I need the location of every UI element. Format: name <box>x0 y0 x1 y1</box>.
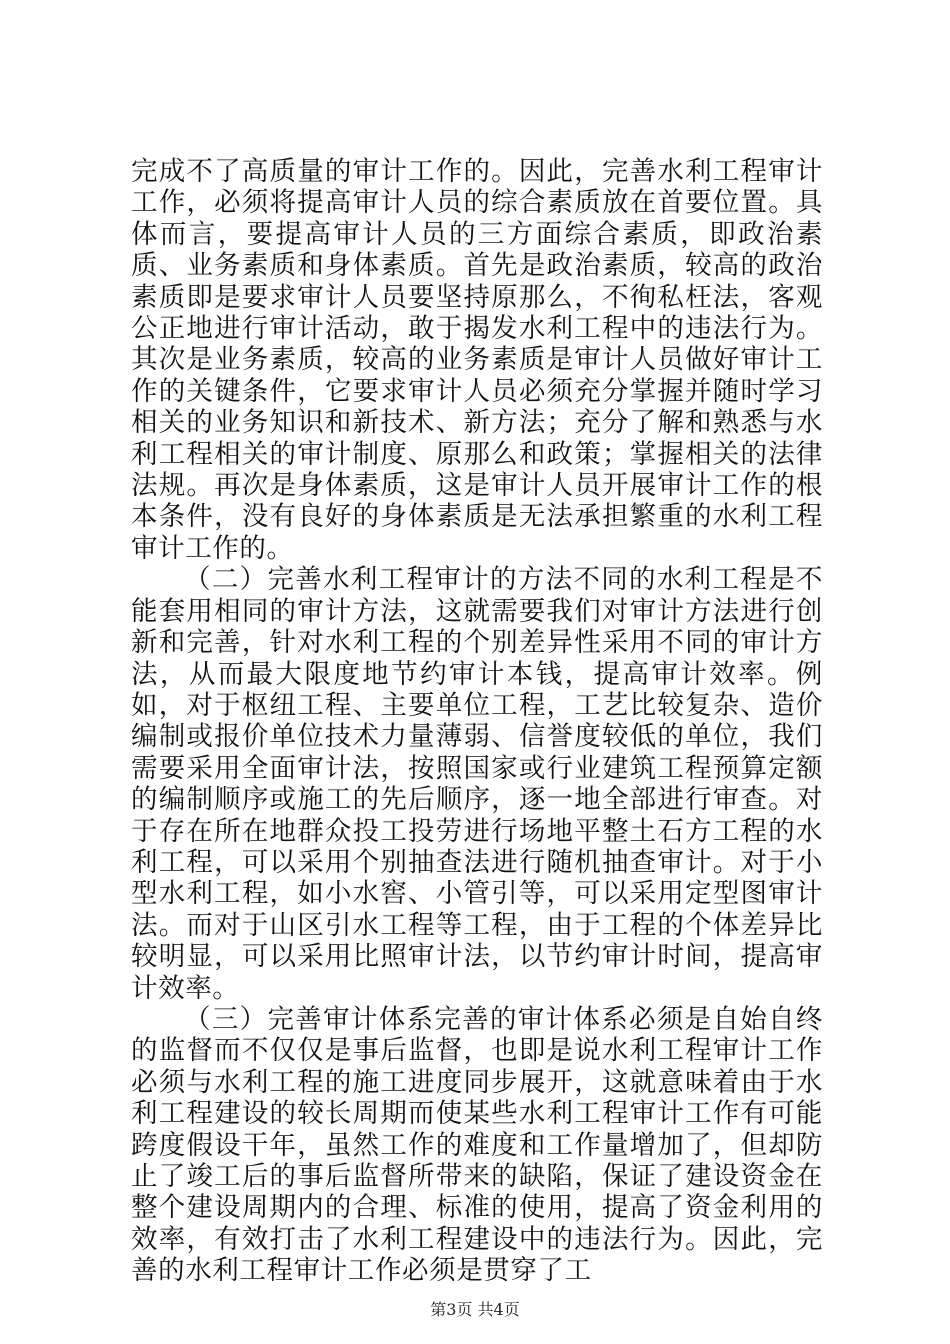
paragraph-3: （三）完善审计体系完善的审计体系必须是自始自终的监督而不仅仅是事后监督，也即是说水利工程审计工作必须与水利工程的施工进度同步展开，这就意味着由于水利工程建设的较长周期而使某些水利工程审计工作有可能跨度假设干年，虽然工作的难度和工作量增加了，但却防止了竣工后的事后监督所带来的缺陷，保证了建设资金在整个建设周期内的合理、标准的使用，提高了资金利用的效率，有效打击了水利工程建设中的违法行为。因此，完善的水利工程审计工作必须是贯穿了工 <box>131 1003 823 1287</box>
document-body <box>131 156 823 1287</box>
paragraph-2: （二）完善水利工程审计的方法不同的水利工程是不能套用相同的审计方法，这就需要我们对审计方法进行创新和完善，针对水利工程的个别差异性采用不同的审计方法，从而最大限度地节约审计本钱，提高审计效率。例如，对于枢纽工程、主要单位工程，工艺比较复杂、造价编制或报价单位技术力量薄弱、信誉度较低的单位，我们需要采用全面审计法，按照国家或行业建筑工程预算定额的编制顺序或施工的先后顺序，逐一地全部进行审查。对于存在所在地群众投工投劳进行场地平整土石方工程的水利工程，可以采用个别抽查法进行随机抽查审计。对于小型水利工程，如小水窖、小管引等，可以采用定型图审计法。而对于山区引水工程等工程，由于工程的个体差异比较明显，可以采用比照审计法，以节约审计时间，提高审计效率。 <box>131 564 823 1004</box>
page-footer: 第3页 共4页 <box>430 1300 520 1319</box>
paragraph-1: 完成不了高质量的审计工作的。因此，完善水利工程审计工作，必须将提高审计人员的综合素质放在首要位置。具体而言，要提高审计人员的三方面综合素质，即政治素质、业务素质和身体素质。首先是政治素质，较高的政治素质即是要求审计人员要坚持原那么，不徇私枉法，客观公正地进行审计活动，敢于揭发水利工程中的违法行为。其次是业务素质，较高的业务素质是审计人员做好审计工作的关键条件，它要求审计人员必须充分掌握并随时学习相关的业务知识和新技术、新方法；充分了解和熟悉与水利工程相关的审计制度、原那么和政策；掌握相关的法律法规。再次是身体素质，这是审计人员开展审计工作的根本条件，没有良好的身体素质是无法承担繁重的水利工程审计工作的。 <box>131 156 823 564</box>
